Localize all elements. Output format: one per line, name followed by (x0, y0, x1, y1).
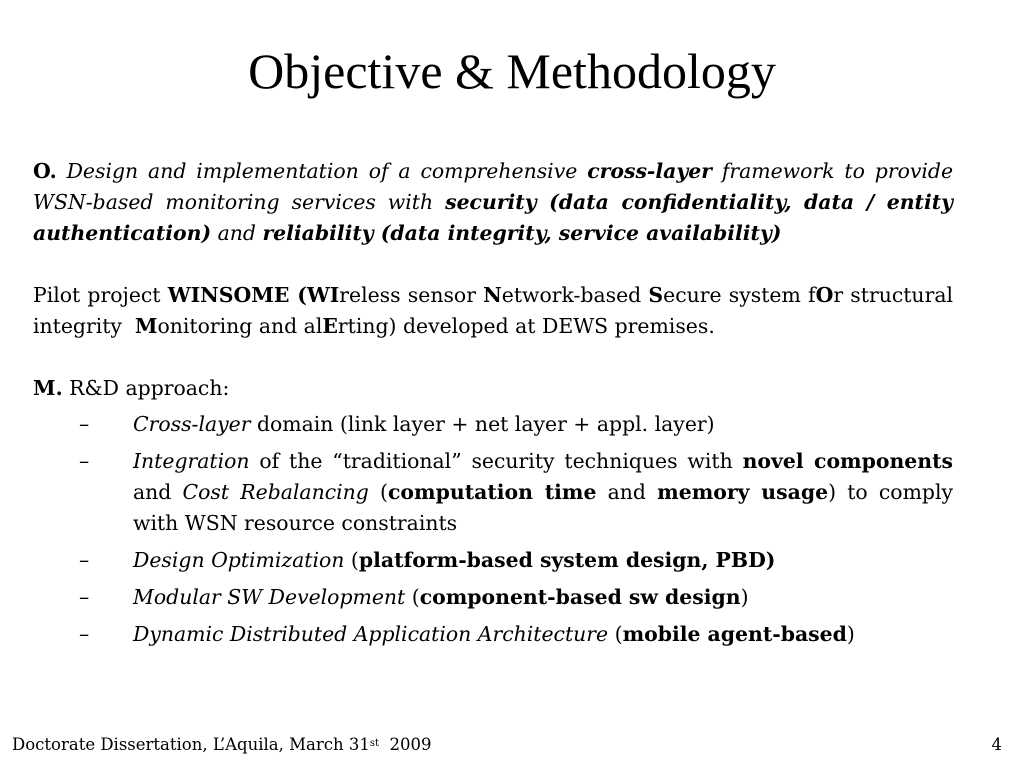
bullet-dash: – (79, 548, 90, 572)
bullet-cross-layer (33, 409, 953, 440)
pilot-text-2: reless sensor (339, 283, 484, 307)
bullet-design-optimization (33, 545, 953, 576)
objective-text-1: Design and implementation of a comprehensive (66, 159, 578, 183)
pilot-letter-n: N (483, 283, 502, 307)
pilot-text-7: rting) developed at DEWS premises. (337, 314, 715, 338)
bullet-dash: – (79, 449, 90, 473)
pilot-text-3: etwork-based (501, 283, 649, 307)
methodology-bullet-list (33, 409, 953, 650)
bullet-dynamic-architecture (33, 619, 953, 650)
pilot-letter-e: E (322, 314, 338, 338)
bullet-text: mobile agent-based (622, 622, 847, 646)
bullet-text: ( (608, 622, 623, 646)
page-number: 4 (991, 735, 1002, 754)
bullet-text: Dynamic Distributed Application Architecture (133, 622, 609, 646)
bullet-text: Cost Rebalancing (182, 480, 369, 504)
pilot-text-6: onitoring and al (157, 314, 323, 338)
bullet-text: domain (link layer + net layer + appl. layer) (250, 412, 715, 436)
pilot-text-4: ecure system f (663, 283, 816, 307)
bullet-text: and (596, 480, 658, 504)
bullet-text: ( (368, 480, 389, 504)
objective-security: security (data confidentiality, data / entity authentication) (33, 190, 953, 245)
bullet-text: platform-based system design, PBD) (358, 548, 776, 572)
footer-text: Doctorate Dissertation, L’Aquila, March 31 (12, 735, 370, 754)
methodology-label: R&D approach: (69, 376, 230, 400)
objective-cross-layer: cross-layer (587, 159, 712, 183)
bullet-text: ) (846, 622, 855, 646)
pilot-winsome: WINSOME (WI (167, 283, 340, 307)
bullet-dash: – (79, 622, 90, 646)
pilot-letter-s: S (648, 283, 664, 307)
objective-text-3: and (217, 221, 256, 245)
bullet-modular-sw (33, 582, 953, 613)
bullet-text: component-based sw design (419, 585, 741, 609)
objective-reliability: reliability (data integrity, service availability) (262, 221, 782, 245)
pilot-letter-o: O (815, 283, 834, 307)
bullet-dash: – (79, 585, 90, 609)
bullet-text: ( (344, 548, 359, 572)
bullet-text: memory usage (657, 480, 829, 504)
bullet-integration (33, 446, 953, 539)
bullet-text: and (133, 480, 183, 504)
footer-year: 2009 (378, 735, 432, 754)
bullet-text: Modular SW Development (133, 585, 406, 609)
objective-text-2: framework to provide WSN-based monitoring services with (33, 159, 954, 214)
pilot-text-1: Pilot project (33, 283, 168, 307)
methodology-heading (33, 373, 953, 404)
slide-title: Objective & Methodology (248, 43, 776, 99)
bullet-text: ) to comply with WSN resource constraints (133, 480, 954, 535)
pilot-project-paragraph (33, 280, 960, 342)
footer (12, 733, 431, 757)
bullet-text: computation time (388, 480, 597, 504)
bullet-text: Design Optimization (133, 548, 345, 572)
slide-body (33, 156, 960, 656)
objective-marker: O. (33, 159, 57, 183)
bullet-text: ( (405, 585, 420, 609)
pilot-text-5: r structural integrity (33, 283, 960, 338)
pilot-letter-m: M (134, 314, 158, 338)
bullet-text: of the “traditional” security techniques with (249, 449, 743, 473)
bullet-text: ) (740, 585, 749, 609)
footer-superscript: st (369, 738, 379, 749)
bullet-text: Integration (133, 449, 250, 473)
objective-paragraph (33, 156, 953, 249)
bullet-text: novel components (742, 449, 954, 473)
methodology-marker: M. (33, 376, 63, 400)
bullet-text: Cross-layer (133, 412, 251, 436)
bullet-dash: – (79, 412, 90, 436)
